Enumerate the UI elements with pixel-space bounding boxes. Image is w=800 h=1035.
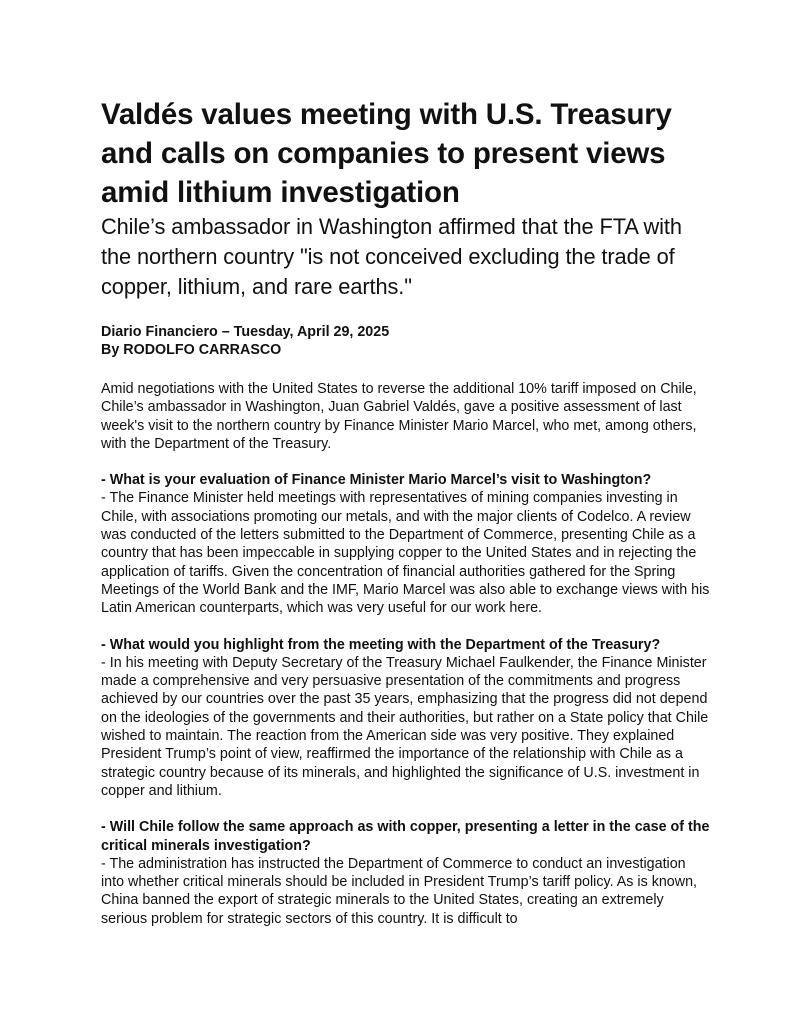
qa-block-2 — [101, 636, 711, 801]
answer-3: - The administration has instructed the Department of Commerce to conduct an investigation into whether critical minerals should be included in President Trump’s tariff policy. As is known, China banned the export of strategic minerals to the United States, creating an extremely serious problem for strategic sectors of this country. It is difficult to — [101, 855, 697, 927]
question-3: - Will Chile follow the same approach as with copper, presenting a letter in the case of the critical minerals investigation? — [101, 819, 710, 854]
qa-block-1 — [101, 471, 711, 617]
answer-1: - The Finance Minister held meetings with representatives of mining companies investing in Chile, with associations promoting our metals, and with the major clients of Codelco. A review was conducted of the letters submitted to the Department of Commerce, presenting Chile as a country that has been impeccable in supplying copper to the United States and in rejecting the application of tariffs. Given the concentration of financial authorities gathered for the Spring Meetings of the World Bank and the IMF, Mario Marcel was also able to exchange views with his Latin American counterparts, which was very useful for our work here. — [101, 490, 710, 617]
answer-2: - In his meeting with Deputy Secretary of the Treasury Michael Faulkender, the Finance Minister made a comprehensive and very persuasive presentation of the commitments and progress achieved by our countries over the past 35 years, emphasizing that the progress did not depend on the ideologies of the governments and their authorities, but rather on a State policy that Chile wished to maintain. The reaction from the American side was very positive. They explained President Trump’s point of view, reaffirmed the importance of the relationship with Chile as a strategic country because of its minerals, and highlighted the significance of U.S. investment in copper and lithium. — [101, 654, 709, 799]
question-2: - What would you highlight from the meeting with the Department of the Treasury? — [101, 636, 661, 653]
byline: By RODOLFO CARRASCO — [101, 342, 282, 358]
document-page — [101, 95, 711, 946]
subheadline: Chile’s ambassador in Washington affirmed that the FTA with the northern country "is not conceived excluding the trade of copper, lithium, and rare earths." — [101, 214, 682, 299]
intro-paragraph: Amid negotiations with the United States to reverse the additional 10% tariff imposed on Chile, Chile’s ambassador in Washington, Juan Gabriel Valdés, gave a positive assessment of last week's visit to the northern country by Finance Minister Mario Marcel, who met, among others, with the Department of the Treasury. — [101, 381, 697, 452]
dateline: Diario Financiero – Tuesday, April 29, 2025 — [101, 324, 390, 340]
question-1: - What is your evaluation of Finance Minister Mario Marcel’s visit to Washington? — [101, 472, 652, 489]
qa-block-3 — [101, 818, 711, 928]
headline: Valdés values meeting with U.S. Treasury and calls on companies to present views amid lithium investigation — [101, 98, 672, 209]
